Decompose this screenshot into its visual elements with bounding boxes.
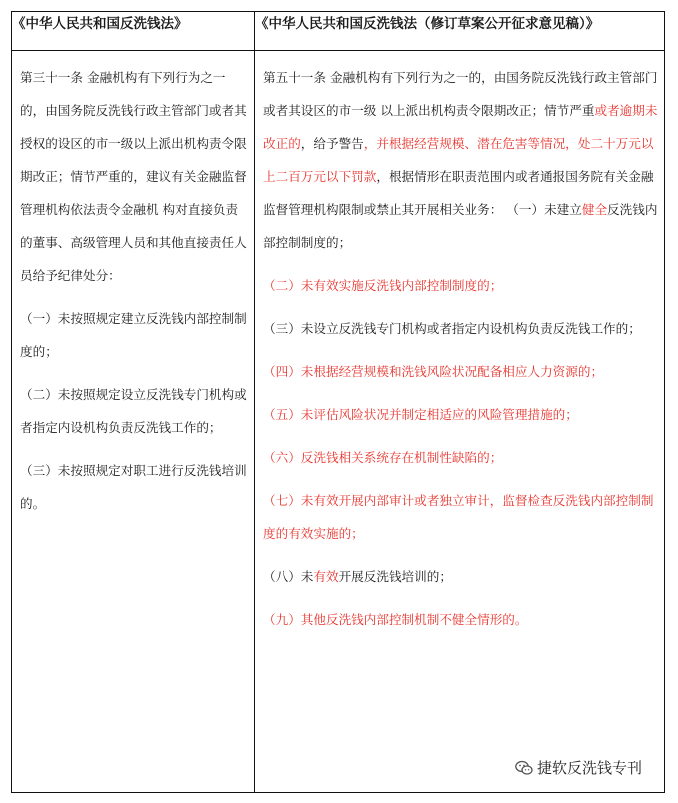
right-item-9: （九）其他反洗钱内部控制机制不健全情形的。 (263, 612, 528, 627)
right-item-7: （七）未有效开展内部审计或者独立审计，监督检查反洗钱内部控制制度的有效实施的； (263, 493, 654, 541)
left-item-2: （二）未按照规定设立反洗钱专门机构或者指定内设机构负责反洗钱工作的； (20, 387, 247, 435)
right-item-5: （五）未评估风险状况并制定相适应的风险管理措施的； (263, 407, 578, 422)
right-intro-part-c: ，给予警告 (300, 136, 364, 151)
right-intro-part-d: ，并根据经营规模、潜在危害等情况，处二十万元以上二百万元以下罚款 (263, 136, 654, 184)
right-intro-part-b: 或者逾期未改正的 (263, 103, 658, 151)
right-article-intro (263, 61, 658, 259)
content-row (12, 51, 665, 793)
left-article-intro: 第三十一条 金融机构有下列行为之一的，由国务院反洗钱行政主管部门或者其授权的设区的市一级以上派出机构责令限期改正；情节严重的，建议有关金融监督管理机构依法责令金融机 构对直接负责的董事、高级管理人员和其他直接责任人员给予纪律处分： (20, 70, 247, 283)
left-column-cell (12, 51, 255, 793)
right-item-6: （六）反洗钱相关系统存在机制性缺陷的； (263, 450, 503, 465)
right-column-header: 《中华人民共和国反洗钱法（修订草案公开征求意见稿）》 (255, 12, 665, 51)
left-column-header: 《中华人民共和国反洗钱法》 (12, 12, 255, 51)
right-column-cell (255, 51, 665, 793)
right-item-2: （二）未有效实施反洗钱内部控制制度的； (263, 278, 503, 293)
left-item-3: （三）未按照规定对职工进行反洗钱培训的。 (20, 463, 247, 511)
right-item-8 (263, 560, 658, 593)
right-item-3: （三）未设立反洗钱专门机构或者指定内设机构负责反洗钱工作的； (263, 321, 641, 336)
watermark (513, 757, 644, 778)
right-intro-part-g: 反洗钱内部控制制度的； (263, 202, 658, 250)
left-column-text (12, 51, 254, 520)
wechat-icon (515, 760, 533, 776)
right-item-4: （四）未根据经营规模和洗钱风险状况配备相应人力资源的； (263, 364, 604, 379)
header-row (12, 12, 665, 51)
right-intro-part-a: 第五十一条 金融机构有下列行为之一的，由国务院反洗钱行政主管部门或者其设区的市一级 以上派出机构责令限期改正；情节严重 (263, 70, 658, 118)
right-item-8-part-b: 有效 (313, 569, 339, 584)
left-item-1: （一）未按照规定建立反洗钱内部控制制度的； (20, 311, 247, 359)
watermark-text: 捷软反洗钱专刊 (536, 759, 642, 777)
right-item-8-part-c: 开展反洗钱培训的； (338, 569, 452, 584)
comparison-table (11, 11, 665, 793)
right-column-text (255, 51, 664, 636)
right-intro-part-e: ，根据情形在职责范围内或者通报国务院有关金融监督管理机构限制或禁止其开展相关业务： （一）未建立 (263, 169, 654, 217)
right-item-8-part-a: （八）未 (263, 569, 314, 584)
right-intro-part-f: 健全 (581, 202, 608, 217)
